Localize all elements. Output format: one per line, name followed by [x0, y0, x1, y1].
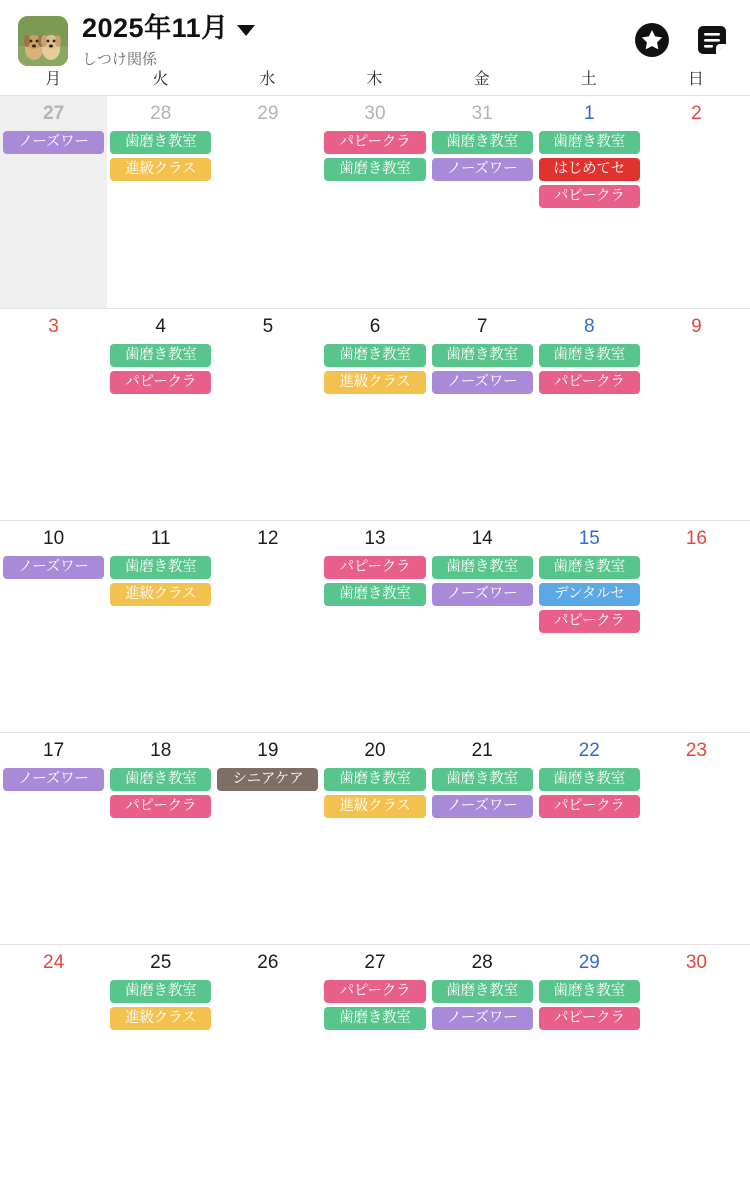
- day-number: 23: [685, 740, 707, 761]
- day-number: 14: [471, 528, 493, 549]
- day-events: [321, 556, 428, 606]
- event-chip[interactable]: 進級クラス: [110, 158, 211, 181]
- event-chip[interactable]: 歯磨き教室: [324, 1007, 425, 1030]
- weekday-label-0: 月: [45, 71, 63, 88]
- weekday-header: [0, 62, 750, 95]
- calendar-day-cell[interactable]: [536, 944, 643, 1156]
- weekday-label-1: 火: [152, 71, 170, 88]
- event-chip[interactable]: ノーズワー: [432, 158, 533, 181]
- day-events: [429, 344, 536, 394]
- day-events: [429, 556, 536, 606]
- day-number: 10: [43, 528, 65, 549]
- day-number: 20: [364, 740, 386, 761]
- day-events: [321, 131, 428, 181]
- calendar-day-cell[interactable]: [429, 520, 536, 732]
- calendar-day-cell[interactable]: [643, 944, 750, 1156]
- weekday-label-6: 日: [687, 71, 705, 88]
- day-number: 13: [364, 528, 386, 549]
- calendar-day-cell[interactable]: [429, 944, 536, 1156]
- note-list-button[interactable]: [692, 20, 732, 60]
- day-number: 26: [257, 952, 279, 973]
- event-chip[interactable]: ノーズワー: [432, 371, 533, 394]
- event-chip[interactable]: 進級クラス: [110, 1007, 211, 1030]
- day-number: 18: [150, 740, 172, 761]
- day-events: [536, 131, 643, 208]
- day-events: [429, 131, 536, 181]
- day-number: 19: [257, 740, 279, 761]
- calendar-day-cell[interactable]: [536, 732, 643, 944]
- event-chip[interactable]: ノーズワー: [3, 768, 104, 791]
- calendar-day-cell[interactable]: [321, 308, 428, 520]
- calendar-day-cell[interactable]: [0, 308, 107, 520]
- day-number: 21: [471, 740, 493, 761]
- event-chip[interactable]: 歯磨き教室: [110, 131, 211, 154]
- calendar-day-cell[interactable]: [536, 520, 643, 732]
- weekday-label-5: 土: [580, 71, 598, 88]
- event-chip[interactable]: 歯磨き教室: [539, 556, 640, 579]
- day-events: [0, 556, 107, 579]
- event-chip[interactable]: 進級クラス: [324, 795, 425, 818]
- calendar-day-cell[interactable]: [214, 520, 321, 732]
- calendar-day-cell[interactable]: [321, 944, 428, 1156]
- day-number: 5: [262, 316, 274, 337]
- event-chip[interactable]: パピークラ: [539, 610, 640, 633]
- event-chip[interactable]: 歯磨き教室: [110, 980, 211, 1003]
- event-chip[interactable]: 歯磨き教室: [539, 768, 640, 791]
- calendar-day-cell[interactable]: [0, 520, 107, 732]
- event-chip[interactable]: パピークラ: [539, 795, 640, 818]
- day-events: [321, 768, 428, 818]
- day-number: 29: [578, 952, 600, 973]
- day-number: 8: [583, 316, 595, 337]
- calendar-day-cell[interactable]: [643, 520, 750, 732]
- chevron-down-icon[interactable]: [237, 25, 255, 36]
- calendar-day-cell[interactable]: [107, 96, 214, 308]
- calendar-day-cell[interactable]: [0, 732, 107, 944]
- event-chip[interactable]: 歯磨き教室: [432, 556, 533, 579]
- calendar-day-cell[interactable]: [214, 732, 321, 944]
- event-chip[interactable]: 歯磨き教室: [539, 980, 640, 1003]
- event-chip[interactable]: 歯磨き教室: [110, 768, 211, 791]
- day-number: 4: [155, 316, 166, 337]
- event-chip[interactable]: 歯磨き教室: [432, 344, 533, 367]
- event-chip[interactable]: ノーズワー: [432, 1007, 533, 1030]
- day-events: [536, 768, 643, 818]
- event-chip[interactable]: 歯磨き教室: [110, 556, 211, 579]
- day-number: 27: [43, 103, 65, 124]
- calendar-day-cell[interactable]: [107, 520, 214, 732]
- day-events: [0, 768, 107, 791]
- dog-photo-avatar: [18, 16, 68, 66]
- event-chip[interactable]: はじめてセ: [539, 158, 640, 181]
- calendar-day-cell[interactable]: [429, 308, 536, 520]
- day-number: 6: [369, 316, 381, 337]
- title-block: [82, 14, 632, 69]
- calendar-day-cell[interactable]: [429, 732, 536, 944]
- note-list-icon: [693, 21, 731, 59]
- event-chip[interactable]: 歯磨き教室: [432, 131, 533, 154]
- event-chip[interactable]: 進級クラス: [324, 371, 425, 394]
- weekday-label-2: 水: [259, 71, 277, 88]
- day-events: [107, 556, 214, 606]
- star-badge-icon: [633, 21, 671, 59]
- day-number: 3: [48, 316, 59, 337]
- day-events: [429, 980, 536, 1030]
- calendar-day-cell[interactable]: [107, 308, 214, 520]
- event-chip[interactable]: 歯磨き教室: [110, 344, 211, 367]
- calendar-day-cell[interactable]: [214, 944, 321, 1156]
- calendar-day-cell[interactable]: [536, 308, 643, 520]
- event-chip[interactable]: 進級クラス: [110, 583, 211, 606]
- star-badge-button[interactable]: [632, 20, 672, 60]
- day-number: 22: [578, 740, 600, 761]
- day-number: 30: [364, 103, 386, 124]
- calendar-day-cell[interactable]: [536, 96, 643, 308]
- day-events: [429, 768, 536, 818]
- avatar[interactable]: [18, 16, 68, 66]
- day-number: 28: [471, 952, 493, 973]
- day-number: 30: [685, 952, 707, 973]
- event-chip[interactable]: 歯磨き教室: [539, 131, 640, 154]
- calendar-day-cell[interactable]: [429, 96, 536, 308]
- day-number: 28: [150, 103, 172, 124]
- day-events: [536, 980, 643, 1030]
- calendar-day-cell[interactable]: [643, 96, 750, 308]
- calendar-day-cell[interactable]: [0, 944, 107, 1156]
- day-events: [321, 344, 428, 394]
- event-chip[interactable]: パピークラ: [539, 1007, 640, 1030]
- event-chip[interactable]: 歯磨き教室: [432, 768, 533, 791]
- calendar-grid: [0, 95, 750, 1156]
- calendar-day-cell[interactable]: [643, 308, 750, 520]
- event-chip[interactable]: パピークラ: [324, 131, 425, 154]
- month-selector[interactable]: [82, 14, 632, 44]
- day-events: [107, 980, 214, 1030]
- calendar-day-cell[interactable]: [214, 308, 321, 520]
- event-chip[interactable]: デンタルセ: [539, 583, 640, 606]
- day-number: 25: [150, 952, 172, 973]
- day-events: [107, 131, 214, 181]
- calendar-day-cell[interactable]: [0, 96, 107, 308]
- day-events: [214, 768, 321, 791]
- day-events: [536, 344, 643, 394]
- day-number: 2: [691, 103, 702, 124]
- calendar-day-cell[interactable]: [107, 944, 214, 1156]
- day-number: 24: [43, 952, 65, 973]
- day-number: 15: [578, 528, 600, 549]
- event-chip[interactable]: ノーズワー: [432, 583, 533, 606]
- day-number: 31: [471, 103, 493, 124]
- event-chip[interactable]: ノーズワー: [432, 795, 533, 818]
- event-chip[interactable]: シニアケア: [217, 768, 318, 791]
- day-events: [321, 980, 428, 1030]
- calendar-day-cell[interactable]: [321, 520, 428, 732]
- event-chip[interactable]: パピークラ: [324, 556, 425, 579]
- event-chip[interactable]: パピークラ: [324, 980, 425, 1003]
- event-chip[interactable]: 歯磨き教室: [324, 583, 425, 606]
- event-chip[interactable]: ノーズワー: [3, 131, 104, 154]
- weekday-label-3: 木: [366, 71, 384, 88]
- day-events: [107, 344, 214, 394]
- day-number: 1: [583, 103, 595, 124]
- calendar-day-cell[interactable]: [321, 732, 428, 944]
- day-events: [0, 131, 107, 154]
- calendar-subtitle: しつけ関係: [82, 50, 158, 68]
- day-number: 27: [364, 952, 386, 973]
- day-number: 12: [257, 528, 279, 549]
- event-chip[interactable]: パピークラ: [110, 371, 211, 394]
- day-number: 29: [257, 103, 279, 124]
- page-title: 2025年11月: [82, 13, 229, 43]
- event-chip[interactable]: 歯磨き教室: [432, 980, 533, 1003]
- calendar-day-cell[interactable]: [321, 96, 428, 308]
- day-number: 11: [150, 528, 171, 549]
- day-events: [107, 768, 214, 818]
- day-events: [536, 556, 643, 633]
- day-number: 7: [476, 316, 488, 337]
- event-chip[interactable]: 歯磨き教室: [539, 344, 640, 367]
- event-chip[interactable]: ノーズワー: [3, 556, 104, 579]
- event-chip[interactable]: パピークラ: [539, 371, 640, 394]
- header-actions: [632, 20, 732, 60]
- day-number: 9: [691, 316, 702, 337]
- calendar-day-cell[interactable]: [214, 96, 321, 308]
- day-number: 16: [685, 528, 707, 549]
- event-chip[interactable]: 歯磨き教室: [324, 344, 425, 367]
- calendar-day-cell[interactable]: [107, 732, 214, 944]
- event-chip[interactable]: パピークラ: [110, 795, 211, 818]
- day-number: 17: [43, 740, 65, 761]
- app-header: [0, 0, 750, 68]
- event-chip[interactable]: パピークラ: [539, 185, 640, 208]
- event-chip[interactable]: 歯磨き教室: [324, 158, 425, 181]
- weekday-label-4: 金: [473, 71, 491, 88]
- calendar-day-cell[interactable]: [643, 732, 750, 944]
- event-chip[interactable]: 歯磨き教室: [324, 768, 425, 791]
